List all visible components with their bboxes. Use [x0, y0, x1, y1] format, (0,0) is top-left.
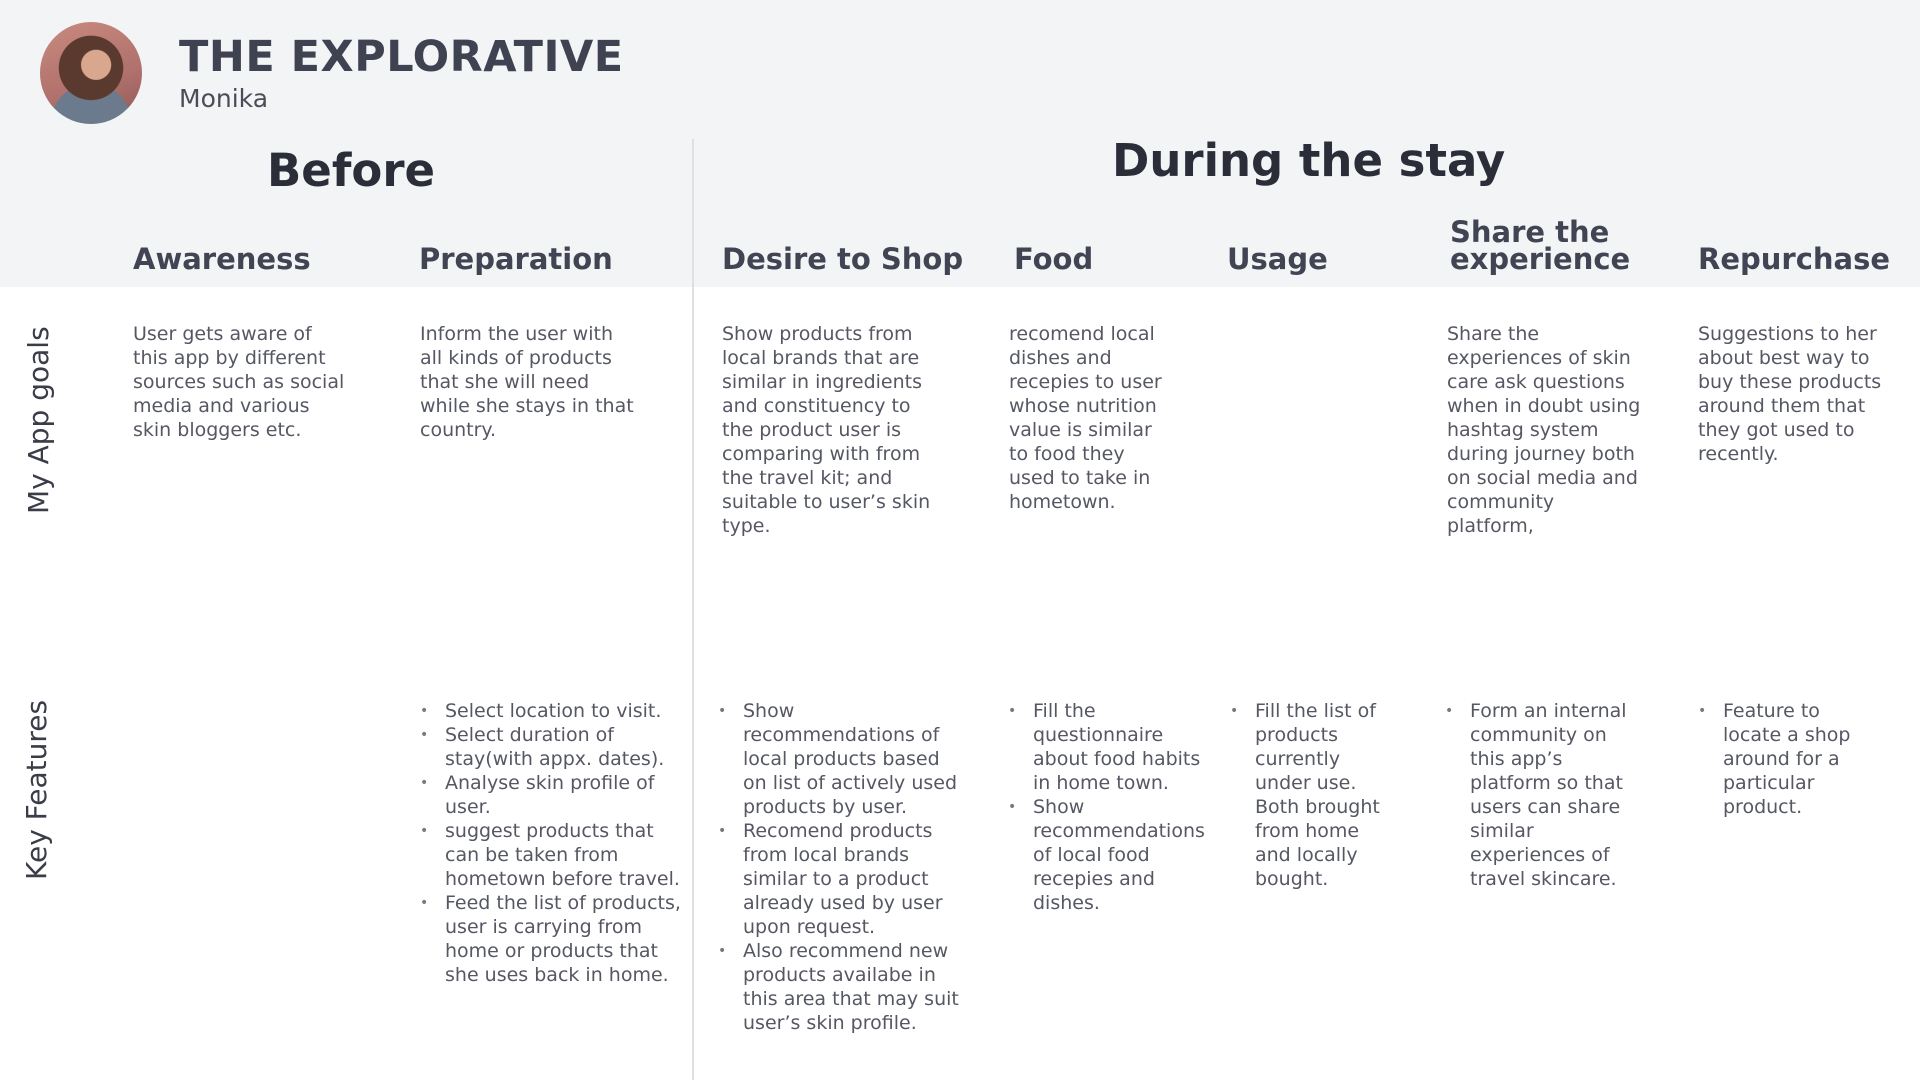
goal-desire-to-shop: Show products from local brands that are similar in ingredients and constituency to the product user is comparing with from the travel kit; and suitable to user’s skin type.: [722, 323, 931, 537]
goal-food: recomend local dishes and recepies to user whose nutrition value is similar to food they used to take in hometown.: [1009, 323, 1162, 513]
stage-repurchase: Repurchase: [1698, 242, 1891, 276]
goal-preparation: Inform the user with all kinds of products that she will need while she stays in that country.: [420, 323, 634, 441]
features-usage: [1230, 699, 1380, 891]
phase-during-heading: During the stay: [1112, 134, 1506, 187]
goal-share-experience: Share the experiences of skin care ask questions when in doubt using hashtag system during journey both on social media and community platform,: [1447, 323, 1641, 537]
persona-name: Monika: [179, 84, 269, 113]
feature-item: • Analyse skin profile of user.: [420, 771, 681, 819]
phase-before-heading: Before: [267, 144, 436, 197]
features-repurchase: [1698, 699, 1850, 819]
goal-repurchase: Suggestions to her about best way to buy these products around them that they got used to recently.: [1698, 323, 1882, 465]
feature-item: • Select location to visit.: [420, 699, 681, 723]
phase-divider: [692, 139, 694, 1080]
stage-share-experience: Share the experience: [1450, 215, 1631, 276]
feature-item: • Fill the questionnaire about food habits in home town.: [1008, 699, 1205, 795]
feature-item: • Feed the list of products, user is carrying from home or products that she uses back in home.: [420, 891, 681, 987]
stage-usage: Usage: [1227, 242, 1328, 276]
stage-preparation: Preparation: [419, 242, 613, 276]
feature-item: • Form an internal community on this app’s platform so that users can share similar experiences of travel skincare.: [1445, 699, 1627, 891]
feature-item: • Feature to locate a shop around for a particular product.: [1698, 699, 1850, 819]
features-share-experience: [1445, 699, 1627, 891]
goal-awareness: User gets aware of this app by different sources such as social media and various skin bloggers etc.: [133, 323, 345, 441]
feature-item: • Show recommendations of local products based on list of actively used products by user.: [718, 699, 959, 819]
feature-item: • suggest products that can be taken from hometown before travel.: [420, 819, 681, 891]
feature-item: • Also recommend new products availabe in this area that may suit user’s skin profile.: [718, 939, 959, 1035]
feature-item: • Show recommendations of local food recepies and dishes.: [1008, 795, 1205, 915]
feature-item: • Fill the list of products currently under use. Both brought from home and locally bought.: [1230, 699, 1380, 891]
feature-item: • Select duration of stay(with appx. dates).: [420, 723, 681, 771]
row-label-app-goals: My App goals: [22, 326, 55, 514]
features-food: [1008, 699, 1205, 915]
row-label-key-features: Key Features: [20, 699, 53, 880]
stage-desire-to-shop: Desire to Shop: [722, 242, 964, 276]
features-preparation: [420, 699, 681, 987]
stage-food: Food: [1014, 242, 1094, 276]
feature-item: • Recomend products from local brands similar to a product already used by user upon request.: [718, 819, 959, 939]
persona-avatar: [40, 22, 142, 124]
features-desire-to-shop: [718, 699, 959, 1035]
stage-awareness: Awareness: [133, 242, 311, 276]
page-title: THE EXPLORATIVE: [179, 32, 624, 82]
